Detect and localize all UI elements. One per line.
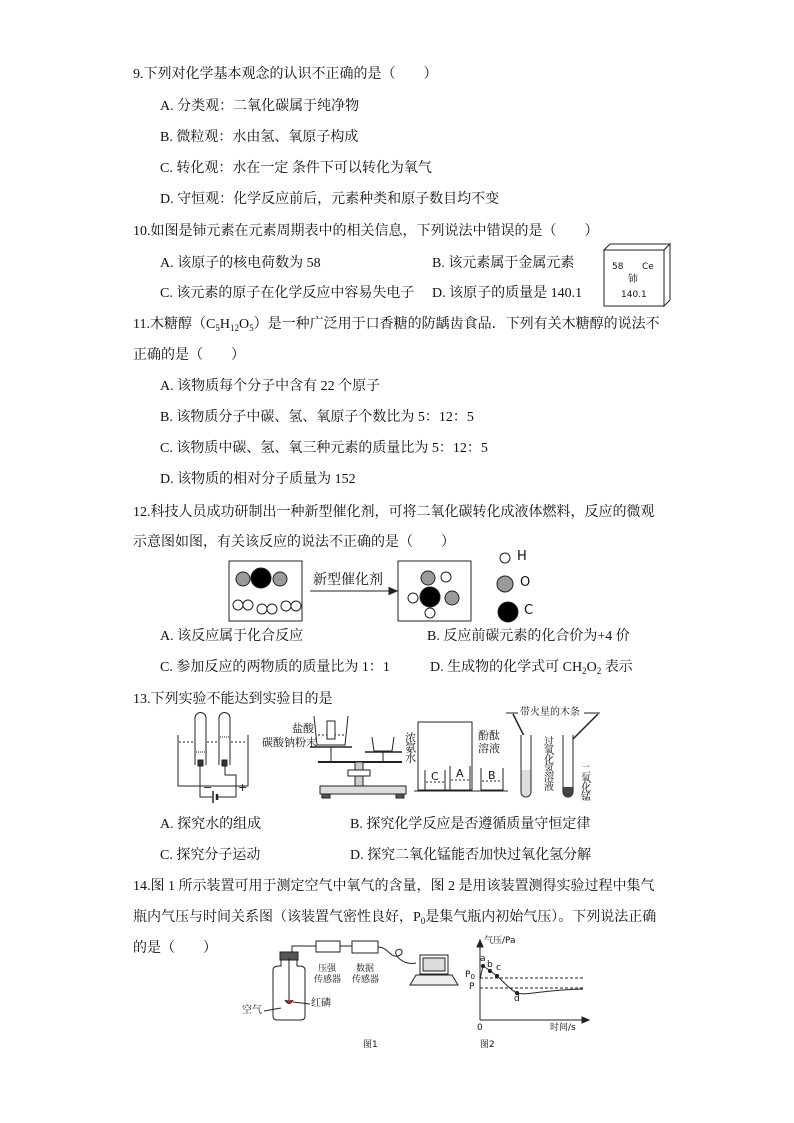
beaker-a-label: A (456, 767, 464, 780)
graph-p0-sub: 0 (470, 973, 475, 981)
red-phosphorus-label: 红磷 (311, 998, 331, 1009)
graph-point-c-label: c (496, 963, 501, 973)
q10-option-d: D. 该原子的质量是 140.1 (432, 286, 583, 301)
peroxide-label: 过氧化氢溶液 (541, 736, 553, 790)
graph-p-label: P (469, 982, 475, 992)
graph-point-a-label: a (480, 954, 486, 964)
carbon-atom-symbol (498, 602, 518, 622)
graph-point-d-label: d (514, 994, 520, 1004)
legend-h-label: H (517, 549, 527, 564)
graph-p0-letter: P (465, 970, 471, 980)
element-name: 铈 (628, 274, 638, 285)
q14-p0-sub: 0 (420, 916, 426, 926)
q11-option-d: D. 该物质的相对分子质量为 152 (160, 472, 356, 487)
q12-formula-sub2: 2 (596, 666, 602, 676)
graph-y-label: 气压/Pa (484, 936, 516, 946)
figure1-caption: 图1 (363, 1040, 378, 1050)
point-c (495, 974, 498, 977)
beaker-b-label: B (488, 769, 496, 782)
q13-option-d: D. 探究二氧化锰能否加快过氧化氢分解 (350, 848, 592, 863)
formula-c-sub: 5 (215, 323, 220, 333)
q11-option-c: C. 该物质中碳、氢、氧三种元素的质量比为 5：12：5 (160, 441, 488, 456)
q12-stem-line1: 12.科技人员成功研制出一种新型催化剂，可将二氧化碳转化成液体燃料，反应的微观 (133, 505, 655, 520)
element-atomic-number: 58 (612, 262, 624, 272)
ammonia-label: 浓氨水 (403, 732, 417, 762)
q11-stem-line2: 正确的是（ ） (133, 348, 245, 363)
q12-formula-sub1: 2 (582, 666, 587, 676)
q11-stem-suffix: ）是一种广泛用于口香糖的防龋齿食品．下列有关木糖醇的说法不 (253, 317, 660, 332)
pressure-sensor-label-line2: 传感器 (314, 975, 342, 985)
pressure-sensor-box (316, 941, 340, 952)
q12-option-c: C. 参加反应的两物质的质量比为 1：1 (160, 660, 390, 675)
data-sensor-box (352, 941, 378, 953)
formula-h: H (219, 317, 230, 332)
q12-option-b: B. 反应前碳元素的化合价为+4 价 (427, 629, 630, 644)
q9-option-a: A. 分类观：二氧化碳属于纯净物 (160, 99, 360, 114)
mno2-label: 二氧化锰 (578, 764, 590, 800)
phenolphthalein-label-line2: 溶液 (478, 742, 500, 755)
formula-c: C (205, 317, 216, 332)
beaker-c-label: C (431, 770, 439, 783)
graph-x-label: 时间/s (550, 1023, 576, 1033)
q13-stem: 13.下列实验不能达到实验目的是 (133, 692, 333, 707)
q14-stem-line2 (133, 908, 656, 928)
formula-o-sub: 5 (249, 323, 254, 333)
legend-o-label: O (520, 575, 531, 590)
data-sensor-label-line1: 数据 (356, 964, 375, 974)
q12-option-a: A. 该反应属于化合反应 (160, 629, 304, 644)
q13-option-a: A. 探究水的组成 (160, 817, 262, 832)
q12-stem-line2: 示意图如图，有关该反应的说法不正确的是（ ） (133, 535, 455, 550)
q13-option-c: C. 探究分子运动 (160, 848, 261, 863)
graph-p0-label (465, 970, 475, 980)
hydrogen-atom-symbol (500, 553, 510, 563)
q11-option-b: B. 该物质分子中碳、氢、氧原子个数比为 5：12：5 (160, 410, 474, 425)
q9-option-c: C. 转化观：水在一定 条件下可以转化为氧气 (160, 161, 432, 176)
reaction-arrow (310, 588, 397, 595)
element-mass: 140.1 (621, 290, 647, 300)
phenolphthalein-label-line1: 酚酞 (478, 729, 500, 742)
q10-option-c: C. 该元素的原子在化学反应中容易失电子 (160, 286, 415, 301)
formula-o: O (238, 317, 250, 332)
figure2-caption: 图2 (480, 1040, 495, 1050)
q13-option-b: B. 探究化学反应是否遵循质量守恒定律 (350, 817, 591, 832)
q9-option-b: B. 微粒观：水由氢、氧原子构成 (160, 130, 359, 145)
q14-stem-line1: 14.图 1 所示装置可用于测定空气中氧气的含量，图 2 是用该装置测得实验过程中集气 (133, 879, 655, 894)
q14-stem-line3: 的是（ ） (133, 941, 217, 956)
q9-stem: 9.下列对化学基本观念的认识不正确的是（ ） (133, 67, 438, 82)
battery-negative-label: − (203, 781, 213, 794)
battery-positive-label: + (238, 781, 248, 794)
q12-option-d-suffix: 表示 (601, 660, 633, 675)
q11-option-a: A. 该物质每个分子中含有 22 个原子 (160, 379, 381, 394)
q10-option-a: A. 该原子的核电荷数为 58 (160, 256, 321, 271)
q11-stem-line1 (133, 315, 660, 335)
q12-option-d (430, 658, 633, 678)
q14-line2-prefix: 瓶内气压与时间关系图（该装置气密性良好，P (133, 910, 421, 925)
graph-point-b-label: b (487, 960, 493, 970)
acid-label: 盐酸 (292, 722, 314, 735)
laptop-base (410, 975, 458, 985)
q11-stem-prefix: 11.木糖醇（ (133, 317, 206, 332)
catalyst-label: 新型催化剂 (313, 572, 383, 588)
balance-apparatus (310, 716, 406, 798)
graph-origin-label: 0 (477, 1023, 483, 1033)
powder-label: 碳酸钠粉末 (262, 736, 317, 749)
legend-c-label: C (524, 603, 534, 618)
legend-symbols (497, 553, 518, 622)
oxygen-atom-symbol (497, 576, 513, 592)
q10-stem: 10.如图是铈元素在元素周期表中的相关信息，下列说法中错误的是（ ） (133, 224, 599, 239)
element-symbol: Ce (642, 262, 654, 272)
formula-h-sub: 12 (229, 323, 239, 333)
pressure-sensor-label-line1: 压强 (318, 964, 337, 974)
data-sensor-label-line2: 传感器 (352, 975, 380, 985)
q12-formula-o: O (586, 660, 597, 675)
q10-option-b: B. 该元素属于金属元素 (432, 256, 575, 271)
q12-option-d-prefix: D. 生成物的化学式可 CH (430, 660, 583, 675)
pressure-time-graph (477, 940, 589, 1023)
point-a (481, 964, 484, 967)
air-label: 空气 (242, 1005, 262, 1016)
splint-label: 带火星的木条 (520, 707, 580, 718)
q9-option-d: D. 守恒观：化学反应前后，元素种类和原子数目均不变 (160, 192, 500, 207)
q14-line2-suffix: 是集气瓶内初始气压）。下列说法正确 (425, 910, 657, 925)
